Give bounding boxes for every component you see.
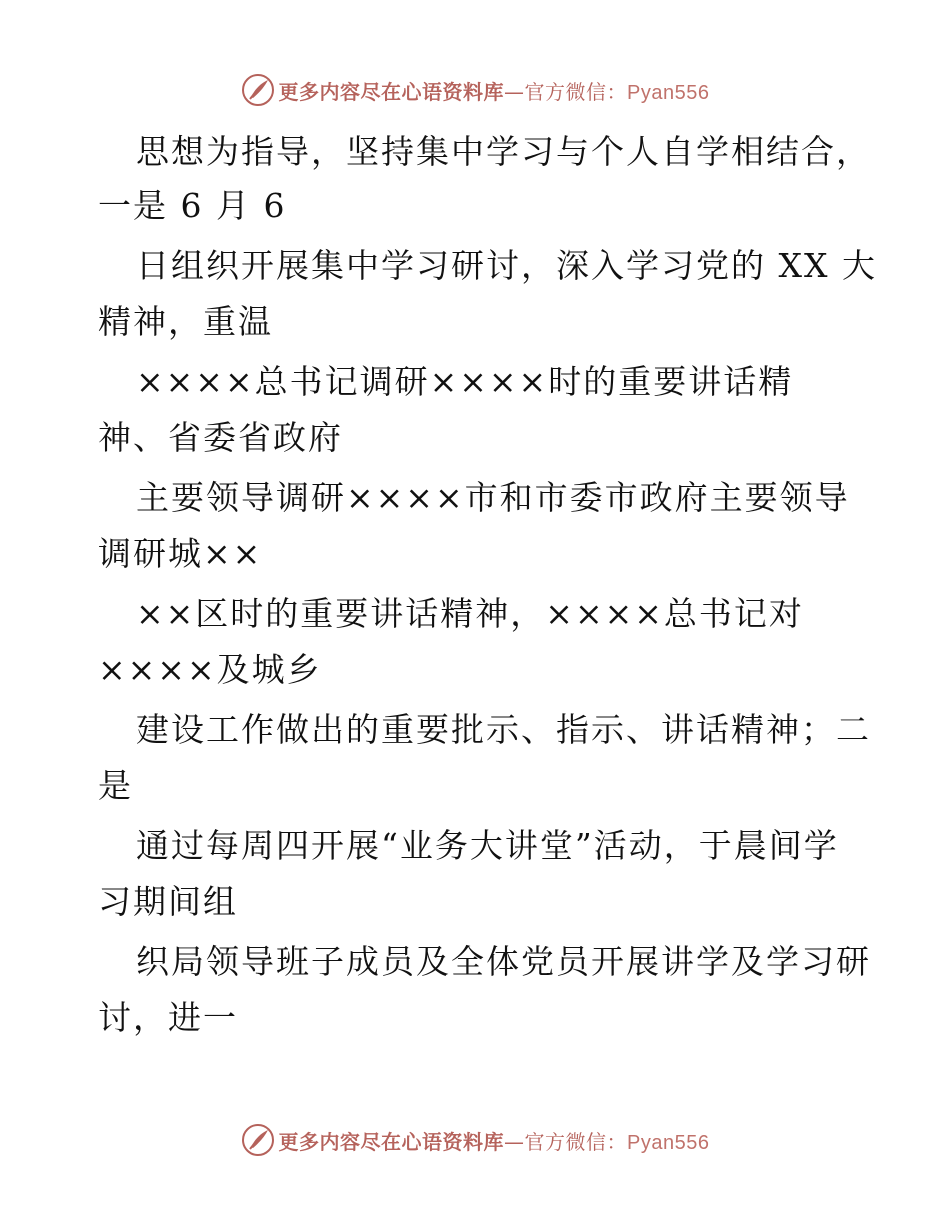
body-line: 调研城×× xyxy=(98,534,263,573)
watermark-id: Pyan556 xyxy=(627,81,710,104)
watermark-brand: 更多内容尽在心语资料库 xyxy=(278,1129,505,1154)
body-line: 神、省委省政府 xyxy=(98,418,343,457)
body-line: 日组织开展集中学习研讨，深入学习党的 XX 大 xyxy=(136,246,877,285)
watermark-text xyxy=(279,76,710,105)
watermark-label: 官方微信： xyxy=(524,1129,628,1154)
header-watermark xyxy=(0,70,950,110)
body-line: 习期间组 xyxy=(98,882,238,921)
body-line: 通过每周四开展“业务大讲堂”活动，于晨间学 xyxy=(136,826,839,865)
watermark-text xyxy=(279,1126,710,1155)
body-line: 是 xyxy=(98,766,133,805)
watermark-separator: — xyxy=(504,1129,525,1154)
body-line: 建设工作做出的重要批示、指示、讲话精神；二 xyxy=(136,710,871,749)
body-line: 讨，进一 xyxy=(98,998,238,1037)
footer-watermark-inner xyxy=(241,1123,710,1157)
body-line: 一是 6 月 6 xyxy=(98,186,287,225)
body-line: 织局领导班子成员及全体党员开展讲学及学习研 xyxy=(136,942,871,981)
body-line: ××××及城乡 xyxy=(98,650,322,689)
footer-watermark xyxy=(0,1120,950,1160)
watermark-label: 官方微信： xyxy=(524,79,628,104)
body-line: 精神，重温 xyxy=(98,302,273,341)
watermark-brand: 更多内容尽在心语资料库 xyxy=(278,79,505,104)
body-line: 主要领导调研××××市和市委市政府主要领导 xyxy=(136,478,850,517)
header-watermark-inner xyxy=(241,73,710,107)
watermark-separator: — xyxy=(504,79,525,104)
feather-pen-icon xyxy=(241,1123,275,1157)
feather-pen-icon xyxy=(241,73,275,107)
body-line: ××区时的重要讲话精神，××××总书记对 xyxy=(136,594,804,633)
body-line: 思想为指导，坚持集中学习与个人自学相结合， xyxy=(136,132,871,171)
body-line: ××××总书记调研××××时的重要讲话精 xyxy=(136,362,794,401)
watermark-id: Pyan556 xyxy=(627,1131,710,1154)
